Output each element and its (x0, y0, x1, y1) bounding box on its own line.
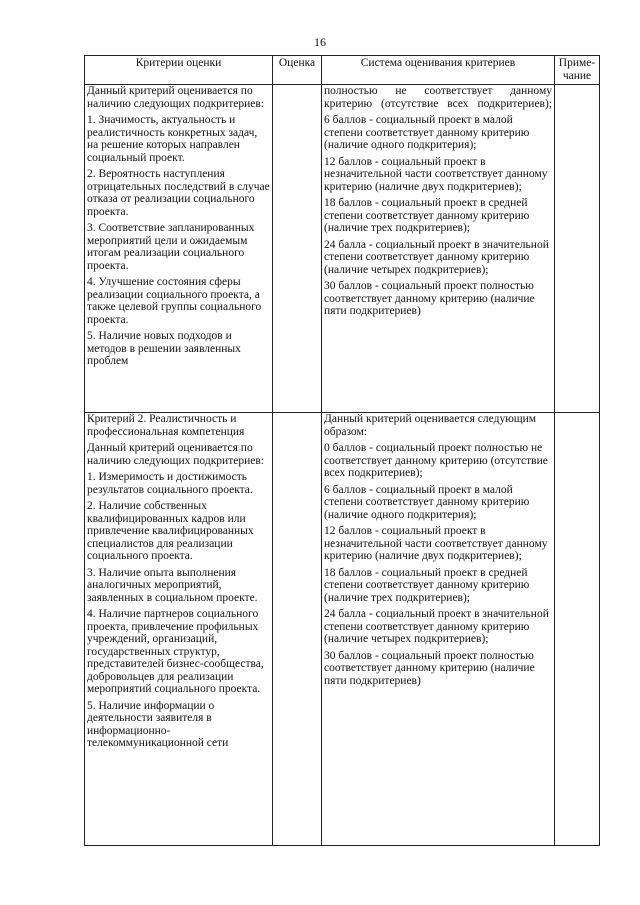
header-system: Система оценивания критериев (322, 56, 555, 85)
subcriterion-text: 3. Соответствие запланированных мероприятий цели и ожидаемым итогам реализации социального проекта. (87, 222, 255, 272)
scoring-text: 0 баллов - социальный проект полностью не соответствует данному критерию (отсутствие всех подкритериев); (324, 442, 548, 479)
criterion-text: Данный критерий оценивается по наличию следующих подкритериев: (87, 442, 264, 467)
table-row (85, 85, 600, 413)
subcriterion-text: 1. Значимость, актуальность и реалистичность конкретных задач, на решение которых направлен социальный проект. (87, 114, 258, 164)
criterion-text: Данный критерий оценивается по наличию следующих подкритериев: (87, 85, 264, 110)
note-cell (555, 85, 600, 413)
scoring-text: Данный критерий оценивается следующим образом: (324, 413, 537, 438)
score-cell (273, 85, 322, 413)
subcriterion-text: 4. Наличие партнеров социального проекта, привлечение профильных учреждений, организаций, государственных структур, представителей бизнес-сообщества, добровольцев для реализации мероприятий социального проекта. (87, 608, 264, 695)
scoring-text: 6 баллов - социальный проект в малой степени соответствует данному критерию (наличие одного подкритерия); (324, 483, 530, 521)
subcriterion-text: 2. Наличие собственных квалифицированных кадров или привлечение квалифицированных специалистов для реализации социального проекта. (87, 500, 254, 562)
scoring-text: 12 баллов - социальный проект в незначительной части соответствует данному критерию (наличие двух подкритериев); (324, 525, 548, 562)
criteria-cell (85, 413, 273, 846)
subcriterion-text: 5. Наличие информации о деятельности заявителя в информационно-телекоммуникационной сети (87, 699, 229, 749)
table-row (85, 413, 600, 846)
subcriterion-text: 3. Наличие опыта выполнения аналогичных мероприятий, заявленных в социальном проекте. (87, 566, 258, 604)
system-cell (322, 85, 555, 413)
subcriterion-text: 5. Наличие новых подходов и методов в решении заявленных проблем (87, 330, 241, 367)
scoring-text: 18 баллов - социальный проект в средней степени соответствует данному критерию (наличие трех подкритериев); (324, 566, 530, 604)
scoring-text: 24 балла - социальный проект в значительной степени соответствует данному критерию (наличие четырех подкритериев); (324, 608, 549, 645)
scoring-text: 18 баллов - социальный проект в средней степени соответствует данному критерию (наличие трех подкритериев); (324, 197, 530, 234)
score-cell (273, 413, 322, 846)
criterion-title: Критерий 2. Реалистичность и профессиональная компетенция (87, 413, 245, 438)
table-header-row (85, 56, 600, 85)
scoring-text: 6 баллов - социальный проект в малой степени соответствует данному критерию (наличие одного подкритерия); (324, 114, 530, 151)
criteria-table (84, 55, 600, 846)
subcriterion-text: 4. Улучшение состояния сферы реализации социального проекта, а также целевой группы социального проекта. (87, 276, 262, 326)
subcriterion-text: 1. Измеримость и достижимость результатов социального проекта. (87, 471, 253, 496)
scoring-text: 30 баллов - социальный проект полностью соответствует данному критерию (наличие пяти подкритериев) (324, 649, 535, 687)
page-number: 16 (314, 35, 326, 49)
scoring-text: полностью не соответствует данному критерию (отсутствие всех подкритериев); (324, 85, 552, 110)
header-note: Приме-чание (555, 56, 600, 85)
scoring-text: 12 баллов - социальный проект в незначительной части соответствует данному критерию (наличие двух подкритериев); (324, 155, 548, 193)
header-criteria: Критерии оценки (85, 56, 273, 85)
header-score: Оценка (273, 56, 322, 85)
scoring-text: 24 балла - социальный проект в значительной степени соответствует данному критерию (наличие четырех подкритериев); (324, 238, 549, 276)
criteria-cell (85, 85, 273, 413)
scoring-text: 30 баллов - социальный проект полностью соответствует данному критерию (наличие пяти подкритериев) (324, 280, 535, 317)
system-cell (322, 413, 555, 846)
note-cell (555, 413, 600, 846)
subcriterion-text: 2. Вероятность наступления отрицательных последствий в случае отказа от реализации социального проекта. (87, 168, 270, 218)
